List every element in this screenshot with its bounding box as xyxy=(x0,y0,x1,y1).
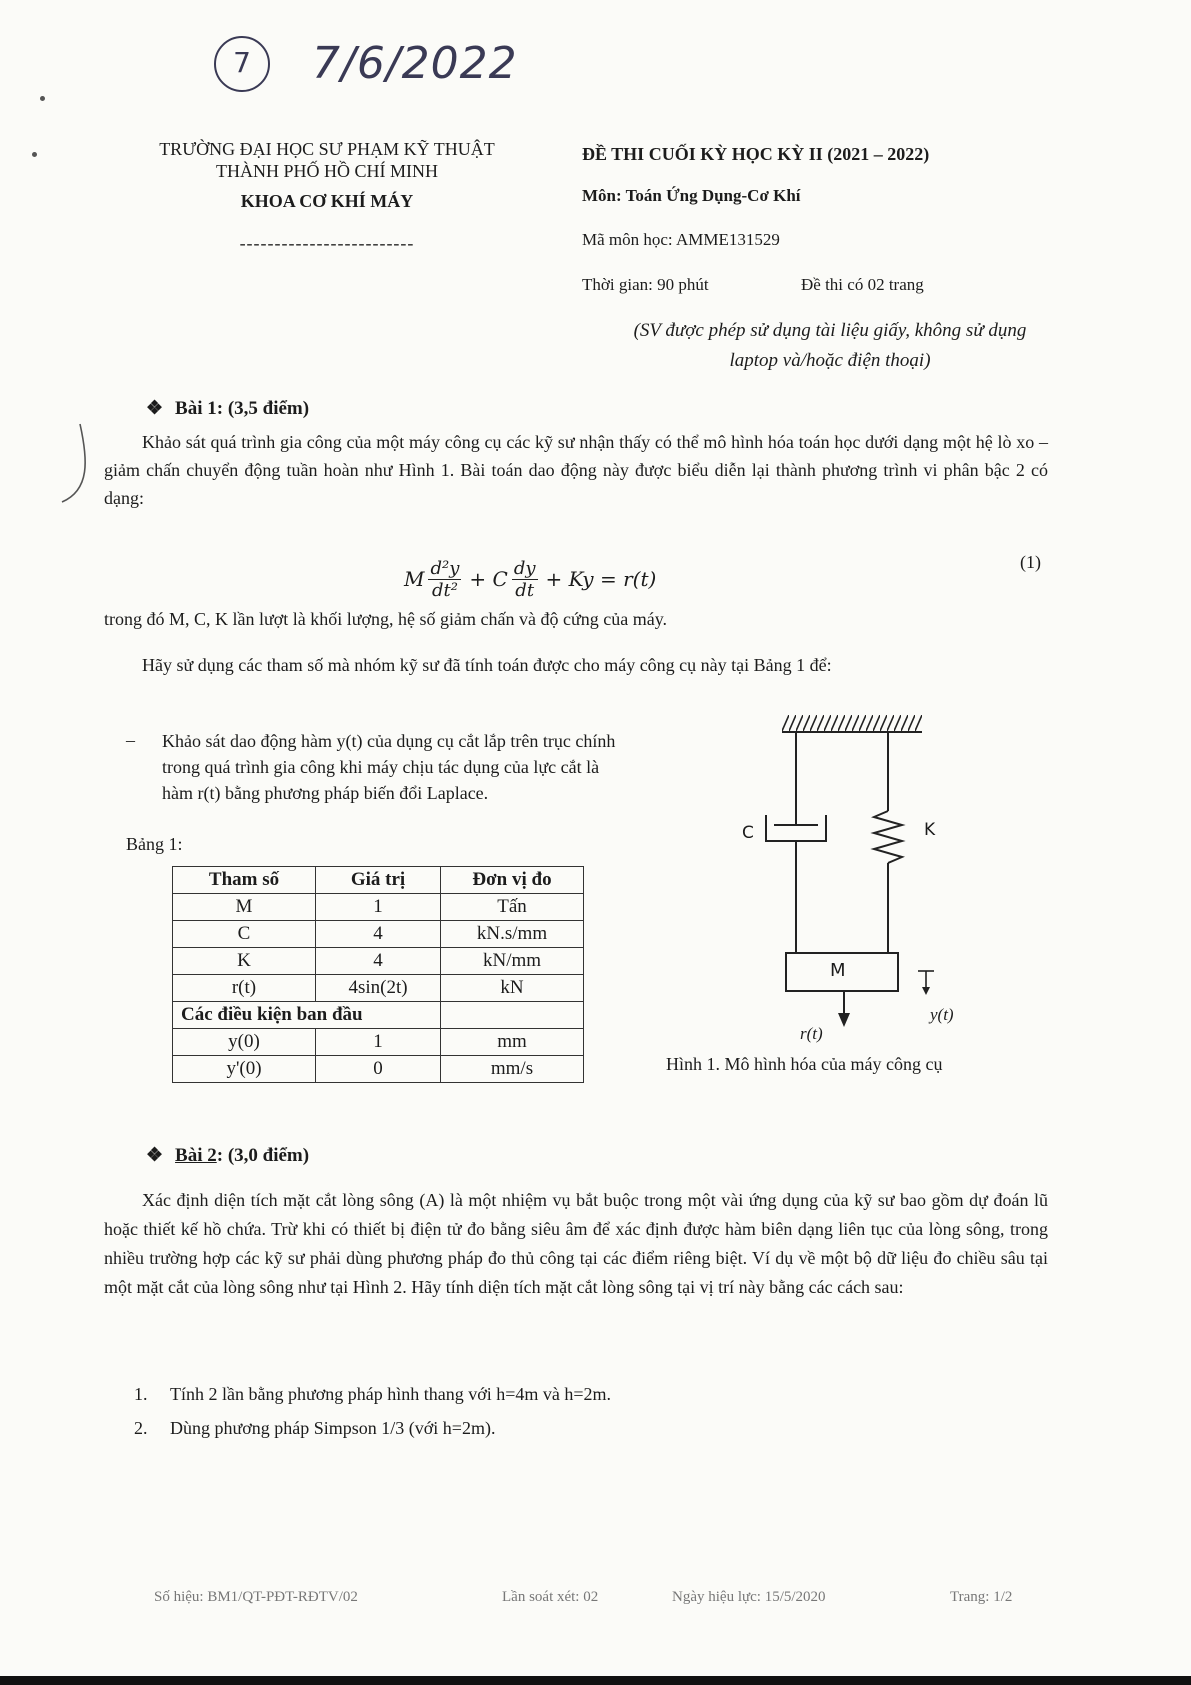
table-cell: 1 xyxy=(316,894,441,921)
eq-den1: dt² xyxy=(431,579,458,601)
table-header-row xyxy=(173,867,584,894)
exam-time: Thời gian: 90 phút xyxy=(582,275,709,294)
exam-pages: Đề thi có 02 trang xyxy=(801,275,924,294)
table-cell: 4 xyxy=(316,921,441,948)
table-cell: r(t) xyxy=(173,975,316,1002)
item-text: Tính 2 lần bằng phương pháp hình thang với h=4m và h=2m. xyxy=(170,1384,612,1404)
bai1-intro: Khảo sát quá trình gia công của một máy công cụ các kỹ sư nhận thấy có thể mô hình hóa toán học dưới dạng một hệ lò xo – giảm chấn chuyển động tuần hoàn như Hình 1. Bài toán dao động này được biểu diễn lại thành phương trình vi phân bậc 2 có dạng: xyxy=(104,432,1048,508)
margin-mark xyxy=(58,420,98,510)
eq-rest: + Ky = r(t) xyxy=(545,567,657,591)
exam-note xyxy=(560,316,1100,376)
bullet-icon: ❖ xyxy=(146,398,164,419)
bai2-title: Bài 2 xyxy=(175,1145,217,1166)
handwritten-date: 7/6/2022 xyxy=(312,38,518,89)
bai1-title: Bài 1: (3,5 điểm) xyxy=(175,398,310,419)
figure-1-caption: Hình 1. Mô hình hóa của máy công cụ xyxy=(666,1054,943,1074)
table-row xyxy=(173,948,584,975)
table-cell: Tấn xyxy=(441,894,584,921)
bai2-item-2 xyxy=(134,1418,495,1439)
parameter-table xyxy=(172,866,584,1083)
handwritten-number: 7 xyxy=(233,46,251,79)
table-cell: 4sin(2t) xyxy=(316,975,441,1002)
table-cell: 1 xyxy=(316,1029,441,1056)
item-number: 2. xyxy=(134,1418,148,1438)
bai1-instruction: Hãy sử dụng các tham số mà nhóm kỹ sư đã tính toán được cho máy công cụ này tại Bảng 1 để: xyxy=(142,655,832,675)
footer-effective-date: Ngày hiệu lực: 15/5/2020 xyxy=(672,1589,826,1605)
header-separator: ------------------------- xyxy=(239,233,415,253)
bai2-heading xyxy=(146,1144,309,1167)
force-label: r(t) xyxy=(800,1024,823,1043)
spring-damper-figure xyxy=(740,715,1000,1045)
table-section-row xyxy=(173,1002,584,1029)
eq-num1: d²y xyxy=(430,557,460,579)
faculty-name: KHOA CƠ KHÍ MÁY xyxy=(240,191,414,211)
eq-damping: + C xyxy=(469,567,508,591)
task-dash: – xyxy=(126,730,135,750)
scan-speck xyxy=(32,152,37,157)
exam-title: ĐỀ THI CUỐI KỲ HỌC KỲ II (2021 – 2022) xyxy=(582,144,930,164)
table-cell: 4 xyxy=(316,948,441,975)
table-cell: kN.s/mm xyxy=(441,921,584,948)
table-row xyxy=(173,894,584,921)
equation-1 xyxy=(404,547,656,611)
table-cell: mm/s xyxy=(441,1056,584,1083)
table-row xyxy=(173,975,584,1002)
table-row xyxy=(173,1029,584,1056)
damper-label-C: C xyxy=(742,823,754,843)
table-cell: C xyxy=(173,921,316,948)
eq-fraction-second xyxy=(428,558,461,601)
school-name: TRƯỜNG ĐẠI HỌC SƯ PHẠM KỸ THUẬT xyxy=(159,139,495,159)
bai2-points: : (3,0 điểm) xyxy=(216,1145,310,1166)
eq-mass: M xyxy=(404,567,425,591)
subject: Môn: Toán Ứng Dụng-Cơ Khí xyxy=(582,186,801,205)
exam-note-line1: (SV được phép sử dụng tài liệu giấy, không sử dụng xyxy=(633,320,1027,341)
eq-fraction-first xyxy=(512,558,538,601)
col-header-param: Tham số xyxy=(173,867,316,894)
spring xyxy=(874,732,902,953)
footer-doc-number: Số hiệu: BM1/QT-PĐT-RĐTV/02 xyxy=(154,1589,358,1605)
force-arrow xyxy=(838,991,850,1027)
bullet-icon: ❖ xyxy=(146,1145,164,1166)
school-city: THÀNH PHỐ HỒ CHÍ MINH xyxy=(216,161,438,181)
displacement-indicator xyxy=(918,971,934,995)
table-cell: 0 xyxy=(316,1056,441,1083)
fixed-support-hatch xyxy=(782,715,922,731)
displacement-label: y(t) xyxy=(930,1005,954,1024)
table-row xyxy=(173,921,584,948)
table-cell: M xyxy=(173,894,316,921)
item-number: 1. xyxy=(134,1384,148,1404)
mass-label-M: M xyxy=(830,960,846,981)
table-cell: kN/mm xyxy=(441,948,584,975)
table-caption: Bảng 1: xyxy=(126,834,183,854)
initial-conditions-header: Các điều kiện ban đầu xyxy=(173,1002,441,1029)
table-cell: mm xyxy=(441,1029,584,1056)
col-header-value: Giá trị xyxy=(316,867,441,894)
spring-label-K: K xyxy=(924,820,936,840)
exam-note-line2: laptop và/hoặc điện thoại) xyxy=(729,350,931,371)
course-code: Mã môn học: AMME131529 xyxy=(582,230,780,249)
eq-den2: dt xyxy=(515,579,535,601)
scan-speck xyxy=(40,96,45,101)
col-header-unit: Đơn vị đo xyxy=(441,867,584,894)
footer-revision: Lần soát xét: 02 xyxy=(502,1589,599,1605)
eq-num2: dy xyxy=(513,557,536,579)
bai1-where: trong đó M, C, K lần lượt là khối lượng, hệ số giảm chấn và độ cứng của máy. xyxy=(104,609,668,629)
handwritten-circled-number xyxy=(214,36,270,92)
footer-page-number: Trang: 1/2 xyxy=(950,1589,1013,1605)
bai2-paragraph: Xác định diện tích mặt cắt lòng sông (A) là một nhiệm vụ bắt buộc trong một vài ứng dụng của kỹ sư bao gồm dự đoán lũ hoặc thiết kế hồ chứa. Trừ khi có thiết bị điện tử đo bằng siêu âm để xác định được hàm biên dạng liên tục của lòng sông, trong nhiều trường hợp các kỹ sư phải dùng phương pháp đo thủ công tại các điểm riêng biệt. Ví dụ về một bộ dữ liệu đo chiều sâu tại một mặt cắt của lòng sông như tại Hình 2. Hãy tính diện tích mặt cắt lòng sông tại vị trí này bằng các cách sau: xyxy=(104,1190,1048,1297)
table-cell: y(0) xyxy=(173,1029,316,1056)
damper xyxy=(766,732,826,953)
table-cell: kN xyxy=(441,975,584,1002)
equation-number: (1) xyxy=(1020,552,1041,572)
scan-bottom-edge xyxy=(0,1676,1191,1685)
bai1-heading xyxy=(146,397,309,420)
bai2-item-1 xyxy=(134,1384,611,1405)
table-cell: y'(0) xyxy=(173,1056,316,1083)
table-row xyxy=(173,1056,584,1083)
item-text: Dùng phương pháp Simpson 1/3 (với h=2m). xyxy=(170,1418,496,1438)
school-header xyxy=(112,138,542,254)
table-cell xyxy=(441,1002,584,1029)
table-cell: K xyxy=(173,948,316,975)
bai1-task: Khảo sát dao động hàm y(t) của dụng cụ cắt lắp trên trục chính trong quá trình gia công khi máy chịu tác dụng của lực cắt là hàm r(t) bằng phương pháp biến đổi Laplace. xyxy=(162,731,616,803)
